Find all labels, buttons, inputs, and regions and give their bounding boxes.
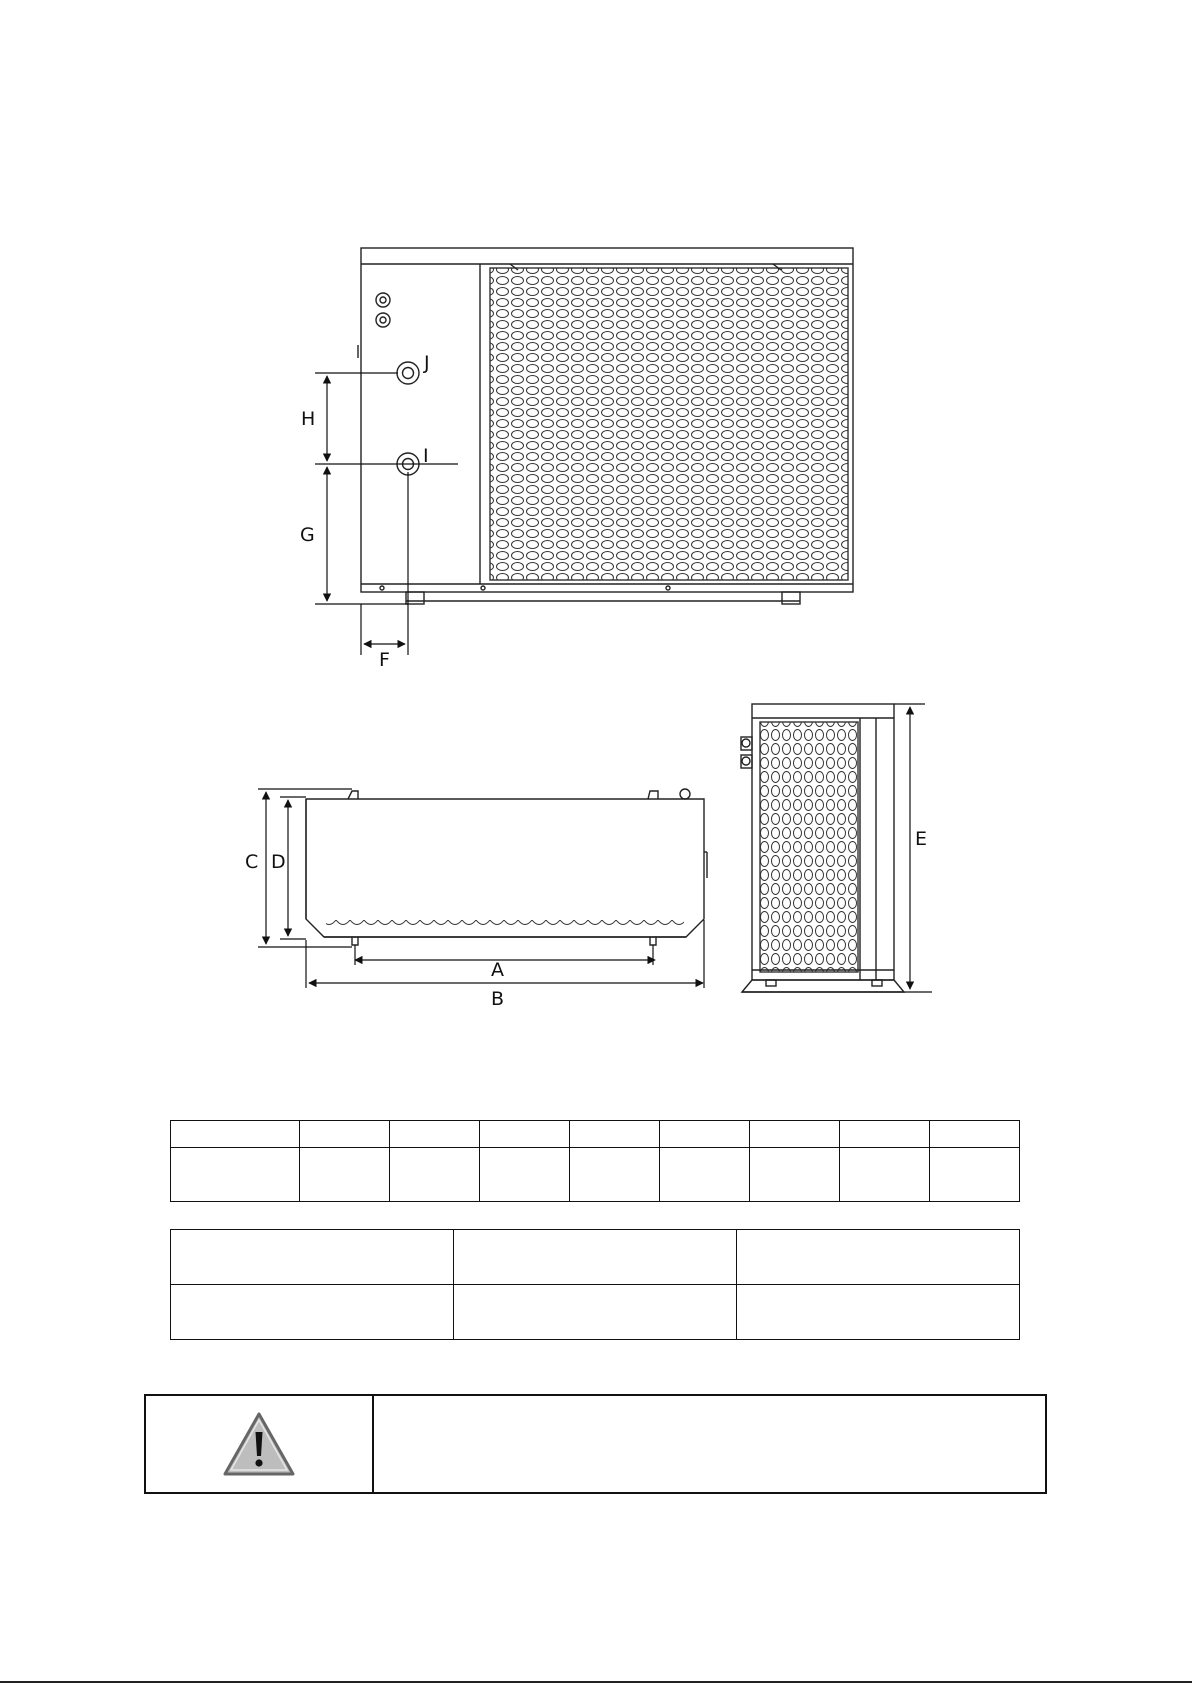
table-cell — [171, 1148, 300, 1202]
footer-rule — [0, 1681, 1192, 1683]
label-g: G — [300, 524, 315, 546]
table-cell — [300, 1121, 390, 1148]
label-e: E — [915, 828, 928, 850]
table-cell — [570, 1148, 660, 1202]
table-cell — [171, 1230, 454, 1285]
label-j: J — [424, 352, 430, 374]
label-c: C — [245, 851, 259, 873]
label-b: B — [491, 988, 505, 1010]
label-h: H — [301, 408, 316, 430]
warning-box — [144, 1394, 1047, 1494]
table-cell — [171, 1121, 300, 1148]
warning-icon-cell — [146, 1396, 374, 1492]
table-cell — [454, 1285, 737, 1340]
side-view — [741, 704, 904, 992]
table-cell — [480, 1148, 570, 1202]
table-cell — [454, 1230, 737, 1285]
info-table — [170, 1229, 1020, 1340]
table-cell — [480, 1121, 570, 1148]
table-cell — [570, 1121, 660, 1148]
table-cell — [840, 1121, 930, 1148]
label-d: D — [271, 851, 286, 873]
label-f: F — [379, 649, 390, 671]
table-cell — [390, 1148, 480, 1202]
dimension-table — [170, 1120, 1020, 1202]
table-cell — [660, 1121, 750, 1148]
table-cell — [750, 1148, 840, 1202]
table-row — [171, 1121, 1020, 1148]
table-cell — [750, 1121, 840, 1148]
table-cell — [300, 1148, 390, 1202]
table-row — [171, 1148, 1020, 1202]
table-cell — [737, 1285, 1020, 1340]
front-view — [358, 248, 853, 604]
warning-triangle-icon — [221, 1410, 297, 1478]
top-view — [306, 789, 707, 945]
table-cell — [171, 1285, 454, 1340]
top-dimensions — [258, 789, 704, 988]
table-cell — [737, 1230, 1020, 1285]
label-a: A — [491, 959, 504, 981]
label-i: I — [423, 445, 429, 467]
table-cell — [930, 1121, 1020, 1148]
table-cell — [930, 1148, 1020, 1202]
warning-text — [374, 1396, 1045, 1492]
table-cell — [840, 1148, 930, 1202]
table-row — [171, 1285, 1020, 1340]
table-row — [171, 1230, 1020, 1285]
table-cell — [660, 1148, 750, 1202]
front-dimensions — [315, 373, 458, 655]
table-cell — [390, 1121, 480, 1148]
